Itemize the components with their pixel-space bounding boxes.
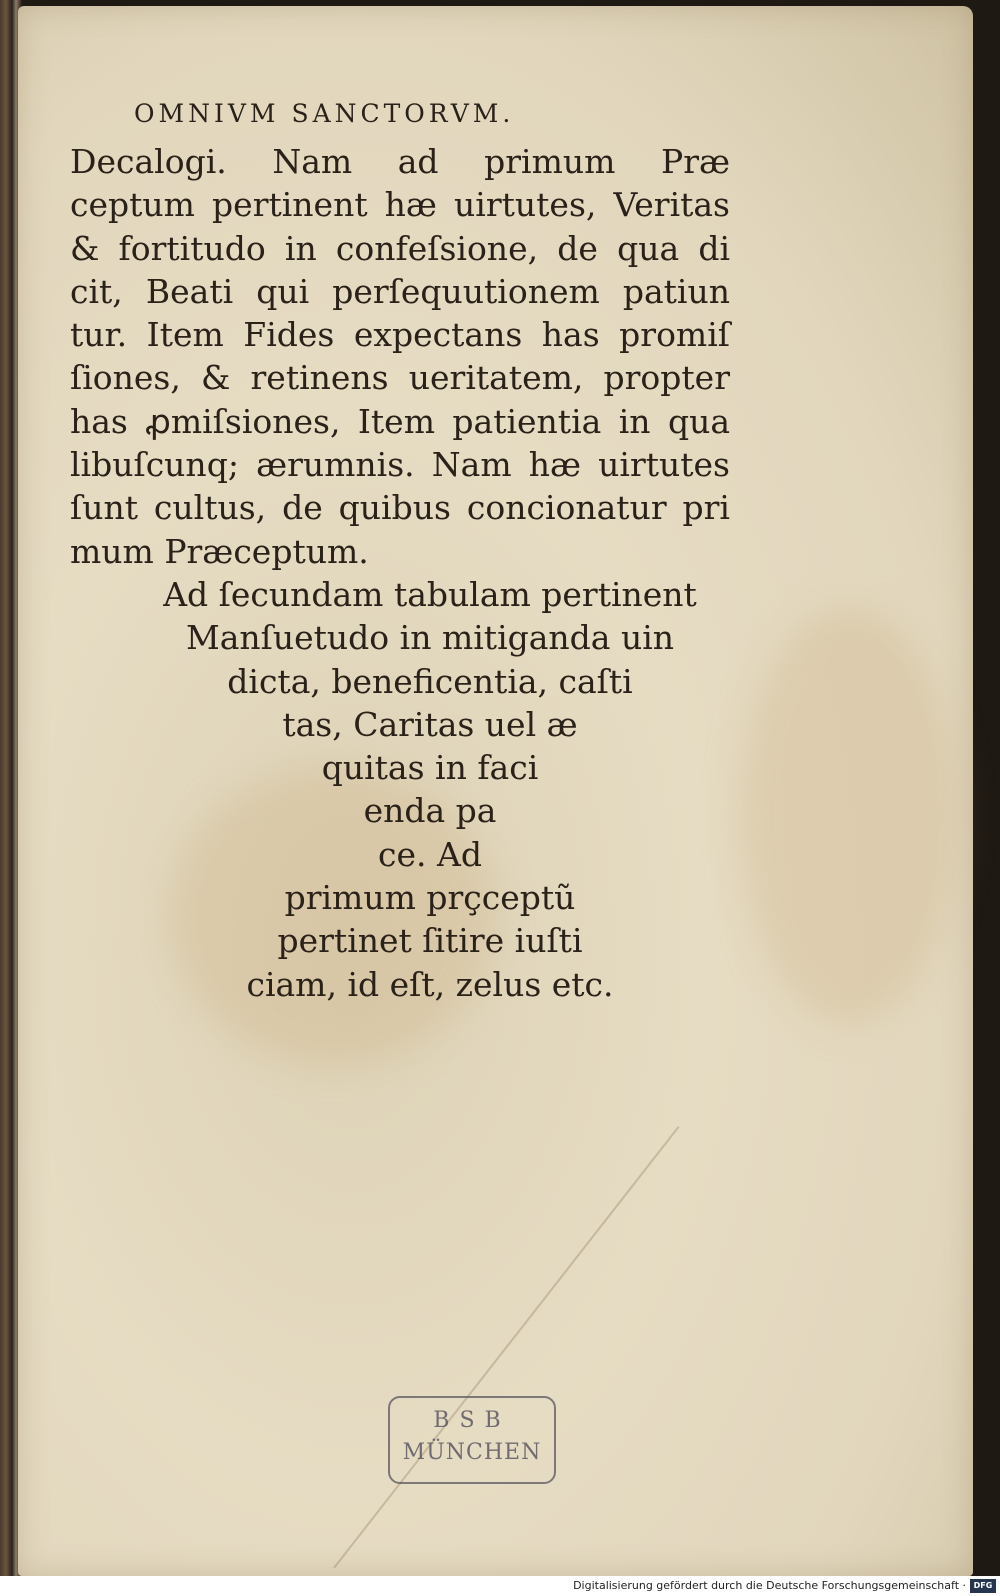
dfg-logo-icon: DFG [970, 1579, 996, 1593]
water-stain [738, 606, 958, 1026]
running-head: OMNIVM SANCTORVM. [134, 99, 515, 128]
stamp-line: BSB [433, 1408, 511, 1433]
text-line: libuſcunq; ærumnis. Nam hæ uirtutes [70, 445, 730, 485]
text-line: cit, Beati qui perſequutionem patiun [70, 271, 730, 311]
tail-line: Ad ſecundam tabulam pertinent [163, 574, 697, 614]
tail-line: tas, Caritas uel æ [282, 704, 578, 744]
text-line: & fortitudo in confeſsione, de qua di [70, 228, 730, 268]
tail-line: primum prçceptũ [284, 878, 576, 918]
text-line: ceptum pertinent hæ uirtutes, Veritas [70, 185, 730, 225]
text-line: has ꝓmiſsiones, Item patientia in qua [70, 401, 730, 441]
tail-line: ciam, id eſt, zelus etc. [246, 964, 614, 1004]
tail-line: enda pa [363, 791, 497, 831]
text-line: ſiones, & retinens ueritatem, propter [70, 358, 730, 398]
tail-line: pertinet ſitire iuſti [277, 921, 583, 961]
tail-line: quitas in faci [321, 748, 539, 788]
book-page [18, 6, 973, 1576]
page-fold-crease [333, 1126, 679, 1569]
page-text [70, 94, 730, 1006]
tail-line: dicta, beneficentia, caſti [227, 661, 633, 701]
digitization-footer [0, 1576, 1000, 1596]
stamp-line: MÜNCHEN [402, 1440, 542, 1465]
tail-line: ce. Ad [378, 834, 482, 874]
text-line: ſunt cultus, de quibus concionatur pri [70, 488, 730, 528]
tail-line: Manſuetudo in mitiganda uin [185, 618, 675, 658]
text-line: Decalogi. Nam ad primum Præ [70, 142, 730, 181]
text-line: mum Præceptum. [70, 531, 369, 571]
text-line: tur. Item Fides expectans has promiſ [70, 315, 730, 355]
footer-credit: Digitalisierung gefördert durch die Deutsche Forschungsgemeinschaft · [573, 1579, 966, 1592]
library-stamp [388, 1396, 556, 1484]
